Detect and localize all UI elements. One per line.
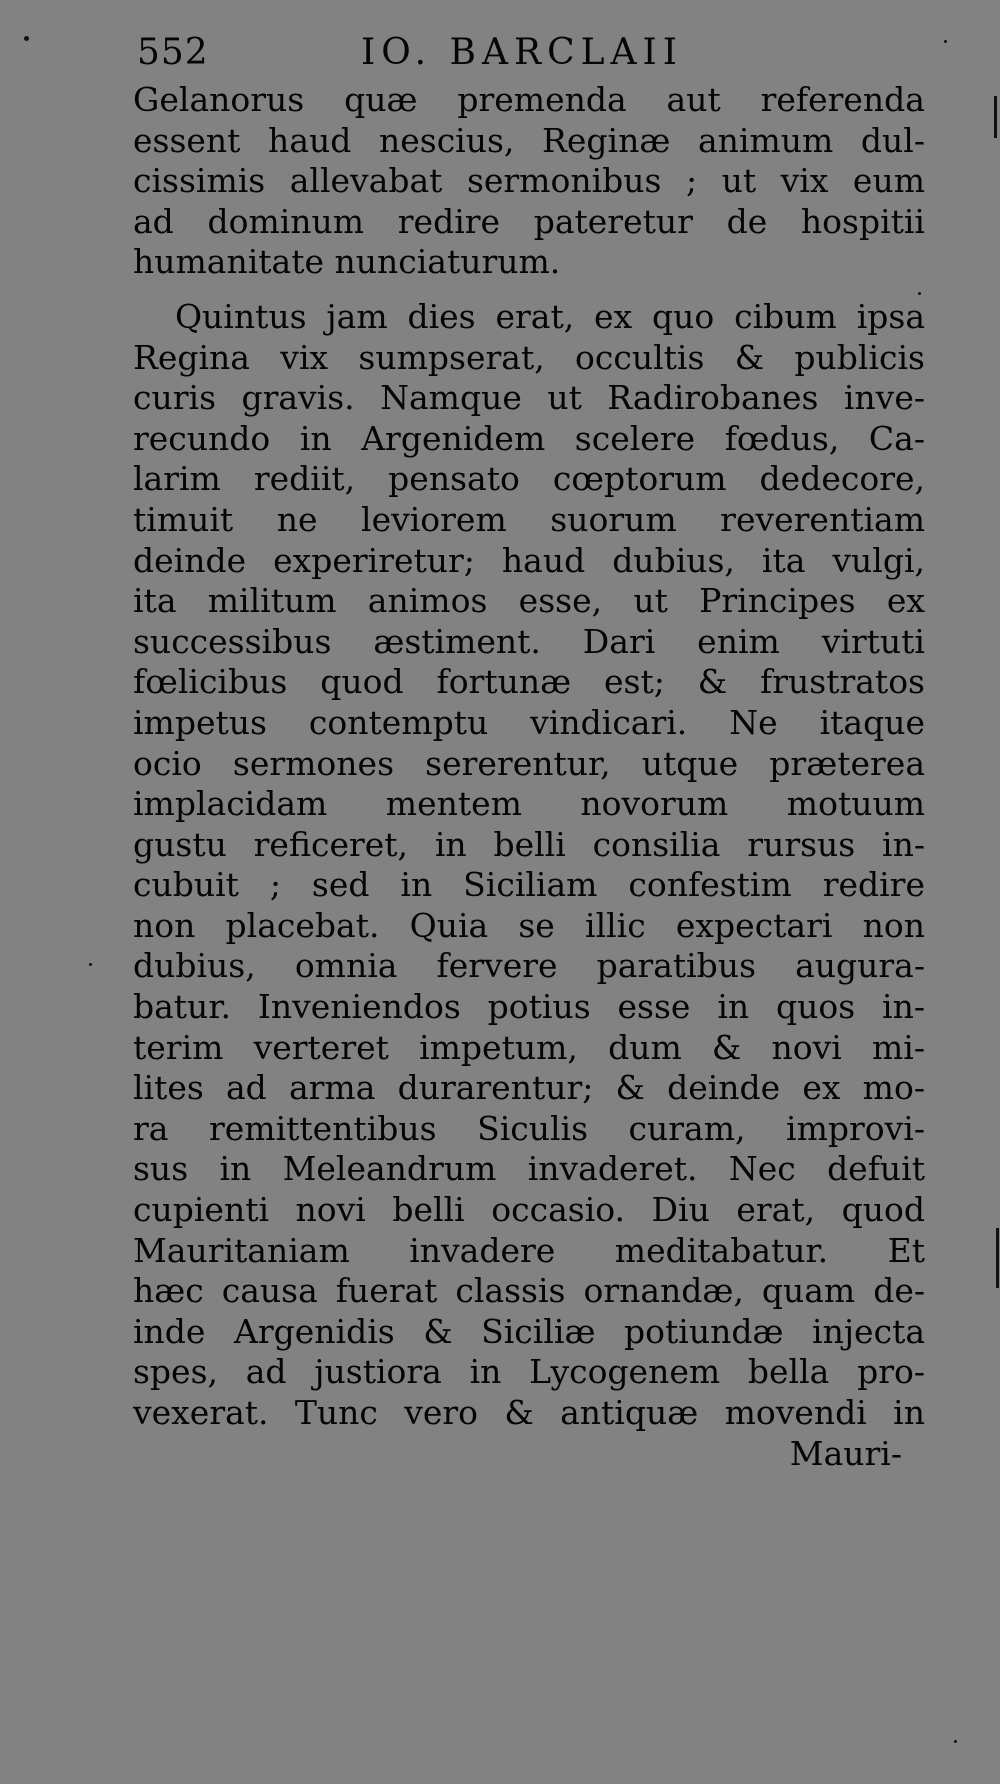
scan-speck [89, 963, 92, 966]
scan-speck [954, 1740, 957, 1743]
text-line: implacidam mentem novorum motuum [133, 784, 925, 824]
text-line: ad dominum redire pateretur de hospitii [133, 201, 925, 241]
catchword: Mauri- [789, 1433, 902, 1473]
text-line: deinde experiretur; haud dubius, ita vulgi, [133, 540, 925, 580]
text-line: spes, ad justiora in Lycogenem bella pro- [133, 1352, 925, 1392]
text-line: cupienti novi belli occasio. Diu erat, quod [133, 1190, 925, 1230]
text-line: Gelanorus quæ premenda aut referenda [133, 80, 925, 119]
margin-rule [996, 1228, 999, 1288]
body-text [133, 80, 925, 1474]
text-line: Regina vix sumpserat, occultis & publicis [133, 337, 925, 377]
text-line: terim verteret impetum, dum & novi mi- [133, 1027, 925, 1067]
page-header [133, 28, 773, 78]
text-line: Quintus jam dies erat, ex quo cibum ipsa [175, 296, 925, 336]
text-line: ra remittentibus Siculis curam, improvi- [133, 1108, 925, 1148]
text-line: non placebat. Quia se illic expectari non [133, 905, 925, 945]
text-line: humanitate nunciaturum. [133, 242, 561, 282]
text-line: Mauritaniam invadere meditabatur. Et [133, 1230, 925, 1270]
text-line: impetus contemptu vindicari. Ne itaque [133, 702, 925, 742]
text-line: cissimis allevabat sermonibus ; ut vix eum [133, 161, 925, 201]
text-line: fœlicibus quod fortunæ est; & frustratos [133, 662, 925, 702]
paragraph-break [133, 283, 925, 297]
text-line: ocio sermones sererentur, utque præterea [133, 743, 925, 783]
text-line: sus in Meleandrum invaderet. Nec defuit [133, 1149, 925, 1189]
text-line: curis gravis. Namque ut Radirobanes inve- [133, 378, 925, 418]
text-line: vexerat. Tunc vero & antiquæ movendi in [133, 1393, 925, 1432]
scan-speck [944, 40, 947, 43]
text-line: larim rediit, pensato cœptorum dedecore, [133, 459, 925, 499]
page-number: 552 [137, 32, 209, 73]
margin-rule [994, 96, 997, 138]
text-line: hæc causa fuerat classis ornandæ, quam de- [133, 1271, 925, 1311]
text-line: timuit ne leviorem suorum reverentiam [133, 499, 925, 539]
scan-speck [918, 292, 921, 295]
text-line: successibus æstiment. Dari enim virtuti [133, 621, 925, 661]
text-line: ita militum animos esse, ut Principes ex [133, 581, 925, 621]
text-line: essent haud nescius, Reginæ animum dul- [133, 120, 925, 160]
text-line: recundo in Argenidem scelere fœdus, Ca- [133, 418, 925, 458]
text-line: batur. Inveniendos potius esse in quos in- [133, 987, 925, 1027]
text-line: dubius, omnia fervere paratibus augura- [133, 946, 925, 986]
scan-speck [24, 36, 29, 41]
text-line: inde Argenidis & Siciliæ potiundæ injecta [133, 1311, 925, 1351]
text-line: cubuit ; sed in Siciliam confestim redire [133, 865, 925, 905]
running-head: IO. BARCLAII [361, 32, 683, 73]
text-line: lites ad arma durarentur; & deinde ex mo- [133, 1068, 925, 1108]
text-line: gustu reficeret, in belli consilia rursus in- [133, 824, 925, 864]
